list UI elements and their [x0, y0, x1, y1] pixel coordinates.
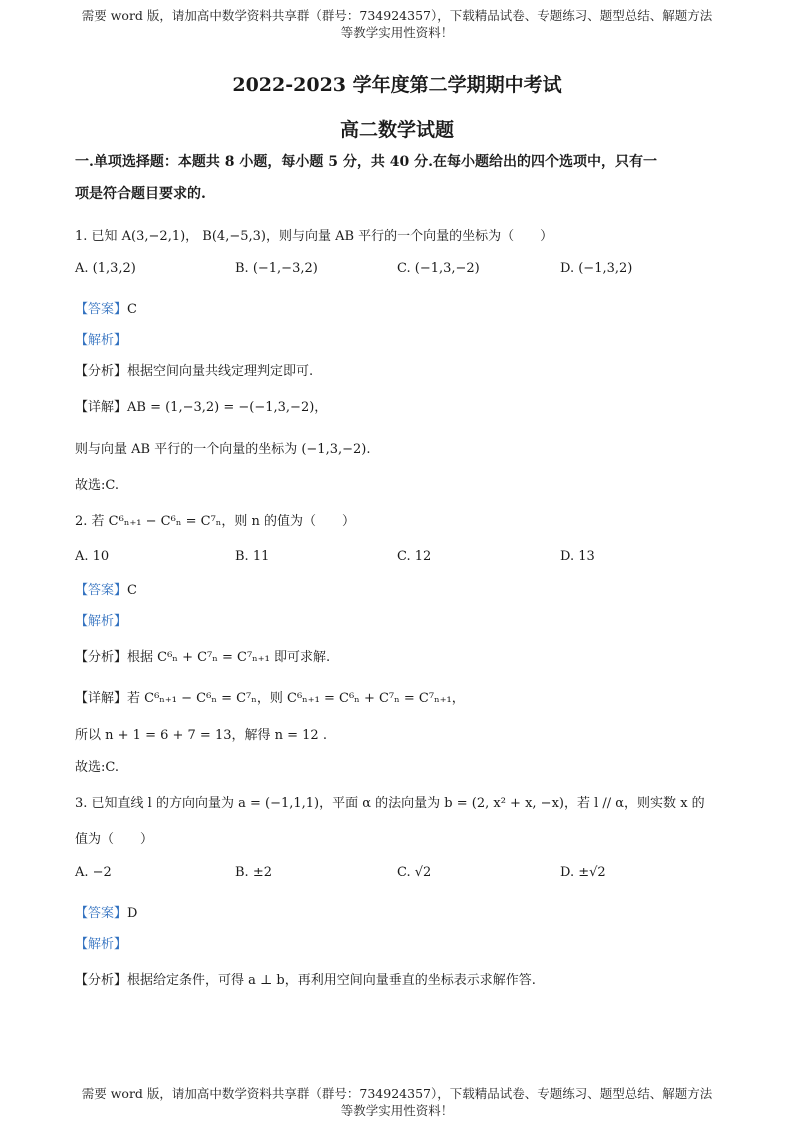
answer-label: 【答案】: [75, 583, 128, 598]
q1-option-b: B. (−1,−3,2): [235, 261, 318, 276]
q2-detail: 若 C⁶ₙ₊₁ − C⁶ₙ = C⁷ₙ，则 C⁶ₙ₊₁ = C⁶ₙ + C⁷ₙ = C⁷ₙ₊₁，: [127, 691, 465, 706]
detail-label: 【详解】: [75, 691, 128, 706]
q1-option-c: C. (−1,3,−2): [397, 261, 480, 276]
analysis-label: 【解析】: [75, 614, 128, 629]
q1-detail-row: [75, 396, 327, 415]
q3-answer: D: [127, 906, 138, 921]
detail-label: 【详解】: [75, 400, 128, 415]
q3-fenxi: 根据给定条件，可得 a ⊥ b，再利用空间向量垂直的坐标表示求解作答.: [127, 973, 536, 988]
q1-fenxi-row: [75, 360, 313, 379]
q2-option-c: C. 12: [397, 549, 432, 564]
q1-detail: AB = (1,−3,2) = −(−1,3,−2)，: [127, 400, 328, 415]
q3-fenxi-row: [75, 969, 536, 988]
analysis-label: 【解析】: [75, 333, 128, 348]
q2-option-d: D. 13: [560, 549, 595, 564]
exam-title: 2022-2023 学年度第二学期期中考试: [232, 74, 562, 96]
q1-choose: 故选:C.: [75, 478, 119, 493]
q3-option-d: D. ±√2: [560, 865, 606, 880]
q2-fenxi-row: [75, 646, 330, 665]
q1-answer: C: [127, 302, 137, 317]
exam-subtitle: 高二数学试题: [339, 119, 454, 141]
q1-stem: 1. 已知 A(3,−2,1)， B(4,−5,3)，则与向量 AB 平行的一个向量的坐标为（ ）: [75, 229, 554, 244]
fenxi-label: 【分析】: [75, 973, 128, 988]
q2-answer: C: [127, 583, 137, 598]
q1-fenxi: 根据空间向量共线定理判定即可.: [127, 364, 314, 379]
q3-answer-row: [75, 902, 137, 921]
section-heading-line-1: 一.单项选择题：本题共 8 小题，每小题 5 分，共 40 分.在每小题给出的四个选项中，只有一: [75, 154, 657, 170]
q3-option-b: B. ±2: [235, 865, 272, 880]
bottom-banner: [0, 1085, 794, 1119]
q2-detail-row: [75, 687, 465, 706]
q1-option-a: A. (1,3,2): [75, 261, 136, 276]
q2-stem: 2. 若 C⁶ₙ₊₁ − C⁶ₙ = C⁷ₙ，则 n 的值为（ ）: [75, 514, 356, 529]
analysis-label: 【解析】: [75, 937, 128, 952]
banner-line-1: 需要 word 版，请加高中数学资料共享群（群号：734924357），下载精品试卷、专题练习、题型总结、解题方法: [81, 1086, 713, 1101]
q3-option-c: C. √2: [397, 865, 432, 880]
q1-answer-row: [75, 298, 137, 317]
banner-line-2: 等教学实用性资料！: [340, 1103, 454, 1118]
banner-line-1: 需要 word 版，请加高中数学资料共享群（群号：734924357），下载精品试卷、专题练习、题型总结、解题方法: [81, 8, 713, 23]
q3-option-a: A. −2: [75, 865, 112, 880]
banner-line-2: 等教学实用性资料！: [340, 25, 454, 40]
answer-label: 【答案】: [75, 906, 128, 921]
q2-fenxi: 根据 C⁶ₙ + C⁷ₙ = C⁷ₙ₊₁ 即可求解.: [127, 650, 331, 665]
q1-option-d: D. (−1,3,2): [560, 261, 633, 276]
q2-analysis-row: [75, 610, 127, 629]
fenxi-label: 【分析】: [75, 364, 128, 379]
top-banner: [0, 7, 794, 41]
q3-stem-line-2: 值为（ ）: [75, 832, 154, 847]
fenxi-label: 【分析】: [75, 650, 128, 665]
q2-answer-row: [75, 579, 137, 598]
q2-conclusion: 所以 n + 1 = 6 + 7 = 13，解得 n = 12 .: [75, 728, 327, 743]
answer-label: 【答案】: [75, 302, 128, 317]
q2-option-a: A. 10: [75, 549, 110, 564]
section-heading-line-2: 项是符合题目要求的.: [75, 186, 206, 202]
q1-conclusion: 则与向量 AB 平行的一个向量的坐标为 (−1,3,−2).: [75, 442, 371, 457]
q2-option-b: B. 11: [235, 549, 270, 564]
q2-choose: 故选:C.: [75, 760, 119, 775]
q1-analysis-row: [75, 329, 127, 348]
q3-stem-line-1: 3. 已知直线 l 的方向向量为 a = (−1,1,1)，平面 α 的法向量为 b = (2, x² + x, −x)，若 l // α，则实数 x 的: [75, 796, 705, 811]
q3-analysis-row: [75, 933, 127, 952]
